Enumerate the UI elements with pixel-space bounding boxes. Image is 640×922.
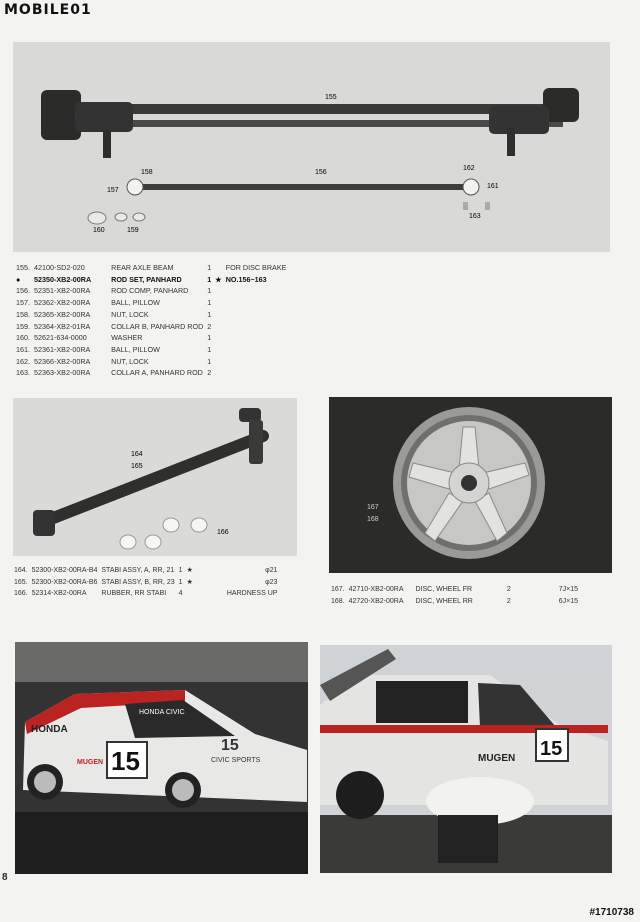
cell-qty: 2 [506, 586, 511, 593]
cell-star: ★ [186, 567, 193, 574]
parts-table-stabilizer [14, 565, 281, 600]
wheel-hub-shape [461, 475, 477, 491]
cell-desc: BALL, PILLOW [111, 344, 160, 354]
cell-star [215, 262, 225, 274]
cell-no: 156. [16, 286, 30, 296]
table-row [331, 584, 582, 596]
cell-desc: REAR AXLE BEAM [111, 263, 174, 272]
cell-no: 160. [16, 333, 30, 343]
cell-no: 165. [14, 578, 28, 586]
table-row [16, 332, 290, 344]
cell-part: 52314-XB2-00RA [31, 590, 87, 598]
race-car-illustration [15, 642, 308, 874]
cell-part: 42710-XB2-00RA [348, 586, 404, 593]
table-row [16, 321, 290, 333]
cell-star [215, 344, 225, 356]
cell-part: 52300-XB2-00RA-B4 [31, 567, 98, 574]
cell-star: ★ [186, 578, 193, 586]
panhard-rod-shape [141, 184, 465, 190]
cell-star [215, 321, 225, 333]
left-bracket-shape [75, 102, 133, 132]
cell-part: 52364-XB2-01RA [34, 321, 91, 331]
cell-qty: 2 [506, 597, 511, 605]
cell-qty: 1 [178, 567, 183, 574]
cell-note [226, 367, 291, 379]
cell-star [215, 367, 225, 379]
cell-desc: STABI ASSY, A, RR, 21 [101, 567, 175, 574]
label-165: 165 [131, 463, 143, 470]
table-row [16, 297, 290, 309]
cell-qty: 1 [207, 286, 212, 296]
cell-note: HARDNESS UP [226, 590, 278, 598]
cell-no: 155. [16, 263, 30, 272]
cell-part: 52351-XB2-00RA [34, 286, 91, 296]
car-side-text: MUGEN [77, 759, 104, 766]
cell-qty: 1 [207, 309, 212, 319]
pit-car-side-text: MUGEN [478, 753, 516, 764]
collar-b-shape [115, 213, 127, 221]
label-156: 156 [315, 169, 327, 176]
cell-no: 158. [16, 309, 30, 319]
right-bracket-shape [489, 106, 549, 134]
cell-qty: 1 [178, 578, 183, 586]
cell-desc: WASHER [111, 333, 143, 343]
cell-qty: 1 [207, 274, 212, 284]
label-167: 167 [367, 504, 379, 511]
pillow-ball-right-shape [463, 179, 479, 195]
cell-no: 161. [16, 344, 30, 354]
cell-no: 168. [331, 597, 345, 605]
cell-qty: 1 [207, 344, 212, 354]
cell-no: 163. [16, 368, 30, 378]
cell-star [215, 356, 225, 368]
cell-note [226, 309, 291, 321]
cell-part: 42100-SD2-020 [34, 263, 85, 272]
rubber-bush-shape [120, 535, 136, 549]
cell-part: 52300-XB2-00RA-B6 [31, 578, 98, 586]
cell-desc: RUBBER, RR STABI [101, 590, 167, 598]
cell-star: ★ [215, 274, 222, 284]
label-155: 155 [325, 94, 337, 101]
photo-race-car [15, 642, 308, 874]
cell-note: 6J×15 [558, 597, 578, 605]
label-157: 157 [107, 187, 119, 194]
cell-star [215, 309, 225, 321]
watermark-text: #1710738 [589, 907, 634, 918]
parts-table-wheel [331, 584, 582, 607]
table-row [16, 356, 290, 368]
cell-qty: 2 [207, 321, 212, 331]
cell-desc: DISC, WHEEL FR [415, 586, 473, 593]
cell-note [226, 297, 291, 309]
cell-note [226, 321, 291, 333]
cell-qty: 1 [207, 333, 212, 343]
cell-note [226, 332, 291, 344]
cell-part: 52621-634-0000 [34, 333, 87, 343]
label-160: 160 [93, 227, 105, 234]
cell-no: 162. [16, 356, 30, 366]
table-row [16, 344, 290, 356]
cell-part: 42720-XB2-00RA [348, 597, 404, 605]
table-row [16, 285, 290, 297]
cell-note: φ21 [265, 567, 278, 574]
cell-no: 157. [16, 298, 30, 308]
cell-part: 52350-XB2-00RA [34, 274, 92, 284]
car-windshield-text: HONDA CIVIC [139, 709, 185, 716]
photo-wheel [329, 397, 612, 573]
site-logo: MOBILE01 [4, 2, 92, 18]
label-159: 159 [127, 227, 139, 234]
pillow-ball-left-shape [127, 179, 143, 195]
cell-star [215, 285, 225, 297]
cell-qty: 4 [178, 590, 183, 598]
rear-axle-illustration [13, 42, 610, 252]
cell-star [215, 297, 225, 309]
table-row [16, 274, 290, 286]
cell-desc: COLLAR A, PANHARD ROD [111, 368, 203, 378]
cell-qty: 1 [207, 298, 212, 308]
car-brand-text: HONDA [31, 724, 68, 735]
parts-table-rear-axle [16, 262, 290, 379]
cell-desc: NUT, LOCK [111, 356, 149, 366]
table-row [16, 309, 290, 321]
table-row [331, 596, 582, 608]
photo-rear-axle-beam [13, 42, 610, 252]
cell-note: φ23 [265, 578, 278, 586]
cell-part: 52361-XB2-00RA [34, 344, 91, 354]
cell-part: 52365-XB2-00RA [34, 309, 91, 319]
stabilizer-illustration [13, 398, 297, 556]
cell-qty: 1 [207, 263, 212, 272]
table-row [14, 565, 281, 577]
table-row [16, 367, 290, 379]
stabilizer-end-link-shape [239, 408, 261, 422]
cell-no: 167. [331, 586, 345, 593]
photo-stabilizer [13, 398, 297, 556]
cell-no: 164. [14, 567, 28, 574]
page-number: 8 [2, 872, 8, 883]
collar-a-shape [463, 202, 468, 210]
cell-desc: COLLAR B, PANHARD ROD [111, 321, 204, 331]
label-161: 161 [487, 183, 499, 190]
wheel-illustration [329, 397, 612, 573]
car-hood-number-text: 15 [221, 737, 239, 754]
car-number-text: 15 [111, 746, 140, 776]
cell-desc: DISC, WHEEL RR [415, 597, 473, 605]
cell-desc: ROD COMP, PANHARD [111, 286, 189, 296]
pit-stop-illustration [320, 645, 612, 873]
cell-qty: 1 [207, 356, 212, 366]
label-164: 164 [131, 451, 143, 458]
cell-star [187, 588, 197, 600]
cell-desc: BALL, PILLOW [111, 298, 160, 308]
cell-note [226, 344, 291, 356]
label-163: 163 [469, 213, 481, 220]
car-hood-text: CIVIC SPORTS [211, 757, 261, 764]
table-row [14, 588, 281, 600]
cell-no: ● [16, 274, 21, 284]
pit-car-number-text: 15 [540, 738, 563, 760]
photo-pit-stop [320, 645, 612, 873]
cell-no: 159. [16, 321, 30, 331]
cell-part: 52362-XB2-00RA [34, 298, 91, 308]
cell-note: NO.156~163 [225, 274, 267, 284]
cell-note [226, 285, 291, 297]
axle-beam-lower-shape [63, 120, 563, 127]
label-158: 158 [141, 169, 153, 176]
cell-part: 52366-XB2-00RA [34, 356, 91, 366]
axle-beam-shape [63, 104, 563, 114]
cell-desc: STABI ASSY, B, RR, 23 [101, 578, 175, 586]
table-row [16, 262, 290, 274]
cell-part: 52363-XB2-00RA [34, 368, 91, 378]
cell-note: 7J×15 [558, 586, 578, 593]
cell-desc: NUT, LOCK [111, 309, 149, 319]
cell-qty: 2 [207, 368, 212, 378]
washer-shape [88, 212, 106, 224]
cell-no: 166. [14, 590, 28, 598]
table-row [14, 577, 281, 589]
cell-note [226, 356, 291, 368]
label-166: 166 [217, 529, 229, 536]
label-162: 162 [463, 165, 475, 172]
cell-star [215, 332, 225, 344]
cell-desc: ROD SET, PANHARD [111, 274, 182, 284]
pit-car-wheel-shape [336, 771, 384, 819]
cell-note: FOR DISC BRAKE [225, 263, 287, 272]
label-168: 168 [367, 516, 379, 523]
